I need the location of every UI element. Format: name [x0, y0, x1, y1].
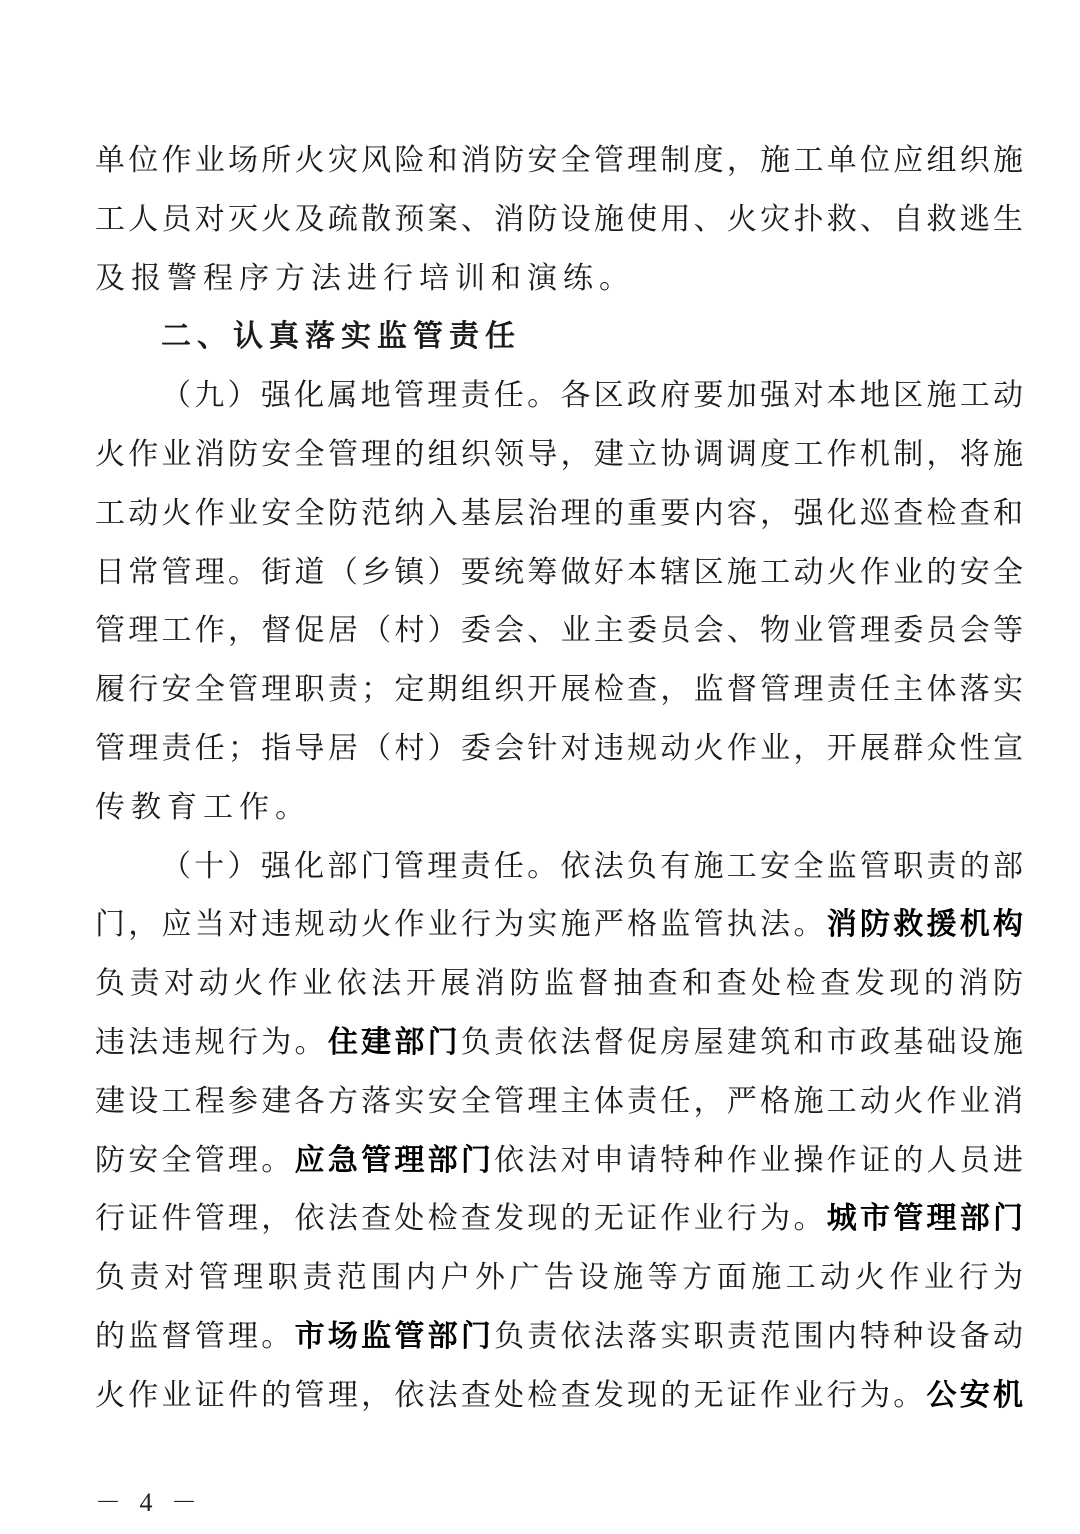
text-line [95, 838, 1023, 897]
text-segment: 防安全管理。 [95, 1142, 295, 1178]
text-segment: （十）强化部门管理责任。依法负有施工安全监管职责的部 [161, 848, 1023, 884]
text-segment: 单位作业场所火灾风险和消防安全管理制度，施工单位应组织施 [95, 143, 1023, 178]
text-segment: 火作业消防安全管理的组织领导，建立协调调度工作机制，将施 [95, 436, 1023, 472]
text-line [95, 720, 1023, 779]
text-segment: 履行安全管理职责；定期组织开展检查，监督管理责任主体落实 [95, 672, 1023, 708]
bold-term: 消防救援机构 [826, 907, 1023, 943]
text-line [95, 485, 1023, 544]
text-line [95, 426, 1023, 485]
text-line [95, 132, 1023, 191]
text-segment: 负责对管理职责范围内户外广告设施等方面施工动火作业行为 [95, 1260, 1023, 1296]
text-line [95, 955, 1023, 1014]
text-segment: 负责依法落实职责范围内特种设备动 [494, 1318, 1023, 1354]
text-line [95, 367, 1023, 426]
bold-term: 市场监管部门 [294, 1318, 495, 1354]
text-line [95, 1308, 1023, 1367]
section-heading [95, 308, 1023, 367]
text-line [95, 896, 1023, 955]
text-segment: 工人员对灭火及疏散预案、消防设施使用、火灾扑救、自救逃生 [95, 201, 1023, 237]
text-line [95, 1073, 1023, 1132]
text-segment: 门，应当对违规动火作业行为实施严格监管执法。 [95, 907, 827, 943]
text-line [95, 544, 1023, 603]
text-segment: 依法对申请特种作业操作证的人员进 [494, 1142, 1023, 1178]
text-line [95, 1132, 1023, 1191]
text-line [95, 779, 1023, 838]
bold-term: 应急管理部门 [294, 1142, 495, 1178]
text-line [95, 661, 1023, 720]
text-segment: 及报警程序方法进行培训和演练。 [95, 260, 635, 296]
text-segment: 行证件管理，依法查处检查发现的无证作业行为。 [95, 1201, 827, 1237]
text-line [95, 1014, 1023, 1073]
text-line [95, 191, 1023, 250]
text-line [95, 1249, 1023, 1308]
document-body [95, 132, 1023, 1426]
text-line [95, 1367, 1023, 1426]
text-segment: 负责对动火作业依法开展消防监督抽查和查处检查发现的消防 [95, 966, 1023, 1002]
text-segment: 违法违规行为。 [95, 1024, 328, 1060]
bold-term: 二、认真落实监管责任 [161, 319, 521, 355]
text-segment: （九）强化属地管理责任。各区政府要加强对本地区施工动 [161, 378, 1023, 414]
text-segment: 工动火作业安全防范纳入基层治理的重要内容，强化巡查检查和 [95, 495, 1023, 531]
text-segment: 管理工作，督促居（村）委会、业主委员会、物业管理委员会等 [95, 613, 1023, 649]
text-line [95, 602, 1023, 661]
bold-term: 公安机 [926, 1377, 1023, 1413]
text-segment: 建设工程参建各方落实安全管理主体责任，严格施工动火作业消 [95, 1083, 1023, 1119]
text-segment: 管理责任；指导居（村）委会针对违规动火作业，开展群众性宣 [95, 730, 1023, 766]
bold-term: 城市管理部门 [826, 1201, 1023, 1237]
text-line [95, 1190, 1023, 1249]
text-segment: 传教育工作。 [95, 789, 311, 825]
text-segment: 的监督管理。 [95, 1318, 295, 1354]
page-number: － 4 － [95, 1488, 204, 1517]
text-line [95, 250, 1023, 309]
text-segment: 日常管理。街道（乡镇）要统筹做好本辖区施工动火作业的安全 [95, 554, 1023, 590]
text-segment: 火作业证件的管理，依法查处检查发现的无证作业行为。 [95, 1377, 927, 1413]
bold-term: 住建部门 [327, 1024, 461, 1060]
text-segment: 负责依法督促房屋建筑和市政基础设施 [460, 1024, 1023, 1060]
